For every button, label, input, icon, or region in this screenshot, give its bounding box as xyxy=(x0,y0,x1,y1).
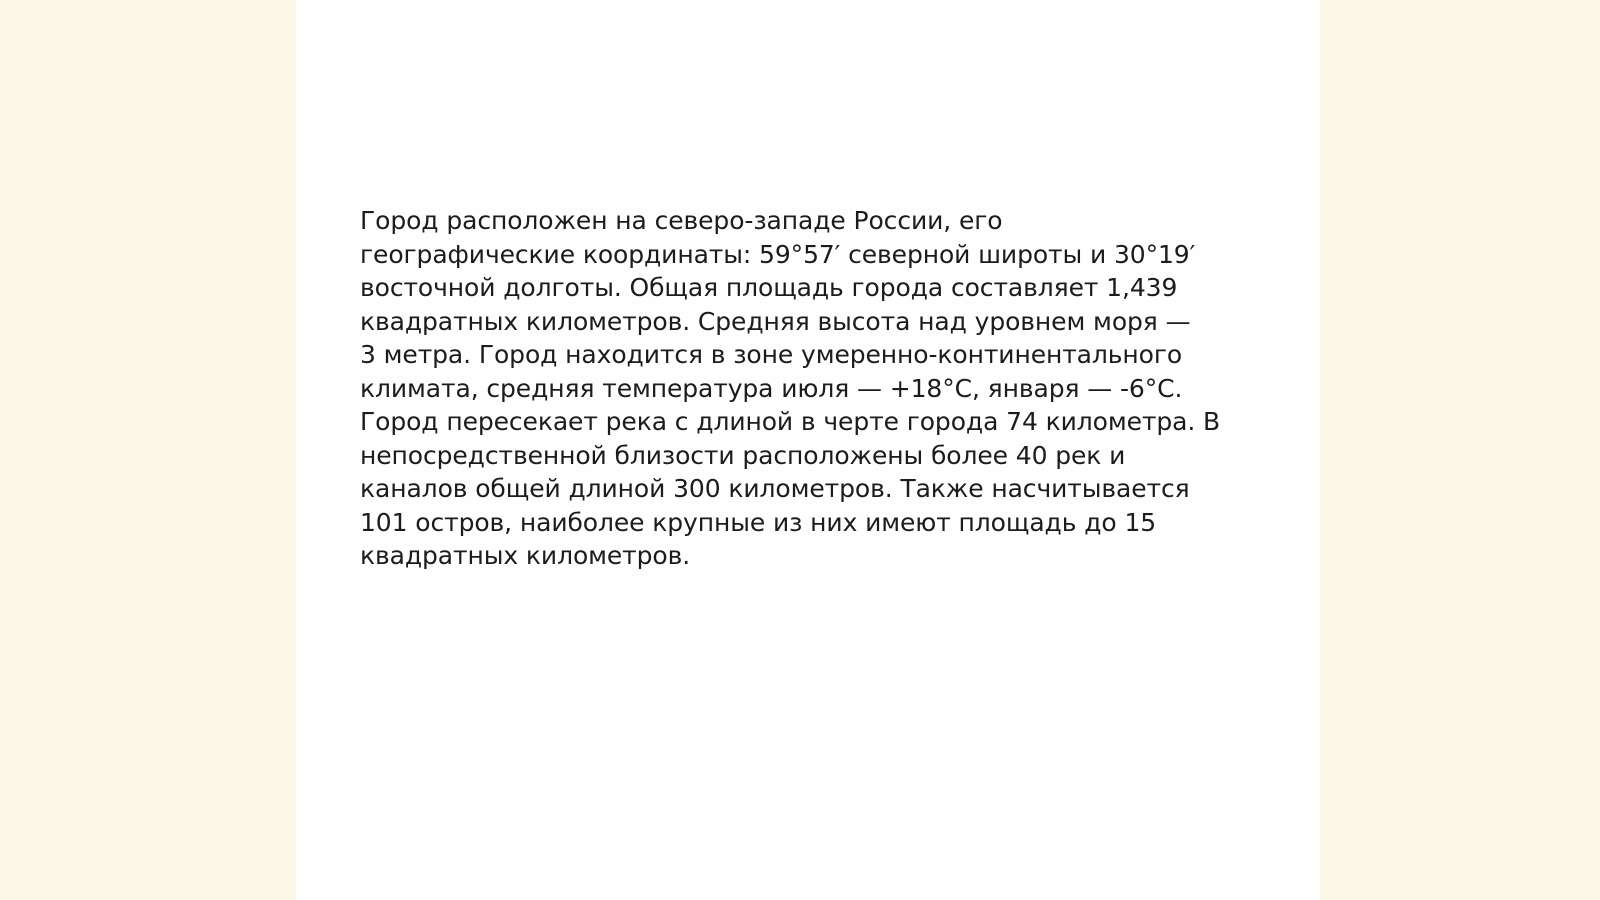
paragraph-line: Город расположен на северо-западе России, его xyxy=(360,206,1003,235)
body-paragraph xyxy=(360,204,1260,573)
paragraph-line: непосредственной близости расположены более 40 рек и xyxy=(360,440,1126,470)
right-margin-panel xyxy=(1320,0,1600,900)
paragraph-line: 101 остров, наиболее крупные из них имеют площадь до 15 xyxy=(360,507,1157,537)
paragraph-line: восточной долготы. Общая площадь города составляет 1,439 xyxy=(360,273,1178,302)
left-margin-panel xyxy=(0,0,296,900)
paragraph-line: географические координаты: 59°57′ северной широты и 30°19′ xyxy=(360,239,1196,269)
paragraph-line: Город пересекает река с длиной в черте города 74 километра. В xyxy=(360,407,1221,436)
paragraph-line: квадратных километров. xyxy=(360,541,691,570)
paragraph-line: 3 метра. Город находится в зоне умеренно-континентального xyxy=(360,340,1183,369)
document-page xyxy=(296,0,1320,900)
paragraph-line: квадратных километров. Средняя высота над уровнем моря — xyxy=(360,306,1191,336)
paragraph-line: климата, средняя температура июля — +18°С, января — -6°С. xyxy=(360,373,1183,403)
paragraph-line: каналов общей длиной 300 километров. Также насчитывается xyxy=(360,474,1190,503)
